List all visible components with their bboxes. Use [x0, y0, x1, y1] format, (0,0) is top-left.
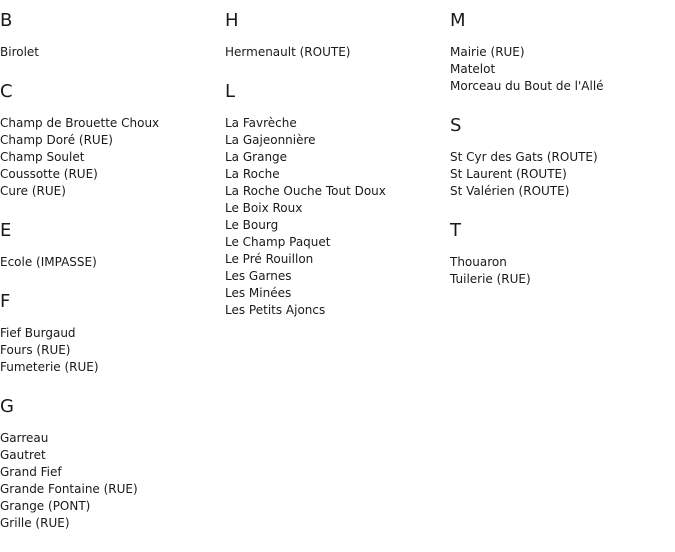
letter-group-c	[0, 81, 220, 200]
letter-group-b	[0, 10, 220, 61]
street-link[interactable]: Le Bourg	[225, 218, 279, 232]
letter-group-m	[450, 10, 670, 95]
letter-heading: H	[225, 10, 239, 31]
letter-group-s	[450, 115, 670, 200]
street-link[interactable]: St Laurent (ROUTE)	[450, 167, 567, 181]
street-list	[0, 44, 220, 61]
street-link[interactable]: Le Pré Rouillon	[225, 252, 314, 266]
street-list	[225, 115, 445, 319]
street-link[interactable]: Champ Doré (RUE)	[0, 133, 113, 147]
street-link[interactable]: Morceau du Bout de l'Allé	[450, 79, 604, 93]
letter-heading: S	[450, 115, 462, 136]
street-list	[0, 325, 220, 376]
letter-heading: L	[225, 81, 236, 102]
street-link[interactable]: Birolet	[0, 45, 39, 59]
street-link[interactable]: Cure (RUE)	[0, 184, 66, 198]
street-link[interactable]: Fumeterie (RUE)	[0, 360, 99, 374]
street-link[interactable]: Fours (RUE)	[0, 343, 71, 357]
letter-heading: B	[0, 10, 13, 31]
street-link[interactable]: Les Garnes	[225, 269, 292, 283]
letter-group-f	[0, 291, 220, 376]
street-link[interactable]: Ecole (IMPASSE)	[0, 255, 97, 269]
street-link[interactable]: Coussotte (RUE)	[0, 167, 98, 181]
street-link[interactable]: Grille (RUE)	[0, 516, 70, 530]
street-list	[225, 44, 445, 61]
street-link[interactable]: Gautret	[0, 448, 46, 462]
street-link[interactable]: Grande Fontaine (RUE)	[0, 482, 138, 496]
street-link[interactable]: La Roche	[225, 167, 280, 181]
street-list	[0, 254, 220, 271]
street-link[interactable]: Le Champ Paquet	[225, 235, 331, 249]
street-link[interactable]: Les Minées	[225, 286, 292, 300]
street-link[interactable]: La Roche Ouche Tout Doux	[225, 184, 386, 198]
street-link[interactable]: Grand Fief	[0, 465, 62, 479]
street-link[interactable]: Garreau	[0, 431, 49, 445]
letter-heading: F	[0, 291, 11, 312]
street-list	[450, 44, 670, 95]
street-index-column-1	[0, 10, 220, 552]
letter-heading: C	[0, 81, 13, 102]
street-list	[450, 149, 670, 200]
street-link[interactable]: La Grange	[225, 150, 288, 164]
street-index-column-3	[450, 10, 670, 308]
letter-heading: T	[450, 220, 461, 241]
letter-heading: M	[450, 10, 466, 31]
street-link[interactable]: Champ Soulet	[0, 150, 85, 164]
letter-group-g	[0, 396, 220, 532]
street-link[interactable]: Mairie (RUE)	[450, 45, 525, 59]
street-link[interactable]: Thouaron	[450, 255, 507, 269]
street-link[interactable]: Champ de Brouette Choux	[0, 116, 160, 130]
street-link[interactable]: Hermenault (ROUTE)	[225, 45, 351, 59]
street-link[interactable]: Les Petits Ajoncs	[225, 303, 326, 317]
street-link[interactable]: St Cyr des Gats (ROUTE)	[450, 150, 598, 164]
street-link[interactable]: Tuilerie (RUE)	[450, 272, 531, 286]
street-link[interactable]: La Gajeonnière	[225, 133, 316, 147]
street-list	[450, 254, 670, 288]
letter-group-h	[225, 10, 445, 61]
letter-heading: G	[0, 396, 14, 417]
street-link[interactable]: La Favrèche	[225, 116, 297, 130]
street-link[interactable]: Grange (PONT)	[0, 499, 91, 513]
letter-group-l	[225, 81, 445, 319]
letter-group-t	[450, 220, 670, 288]
street-link[interactable]: Le Boix Roux	[225, 201, 303, 215]
street-list	[0, 430, 220, 532]
street-list	[0, 115, 220, 200]
street-link[interactable]: St Valérien (ROUTE)	[450, 184, 570, 198]
letter-group-e	[0, 220, 220, 271]
letter-heading: E	[0, 220, 12, 241]
street-index-column-2	[225, 10, 445, 339]
street-link[interactable]: Fief Burgaud	[0, 326, 76, 340]
street-link[interactable]: Matelot	[450, 62, 496, 76]
